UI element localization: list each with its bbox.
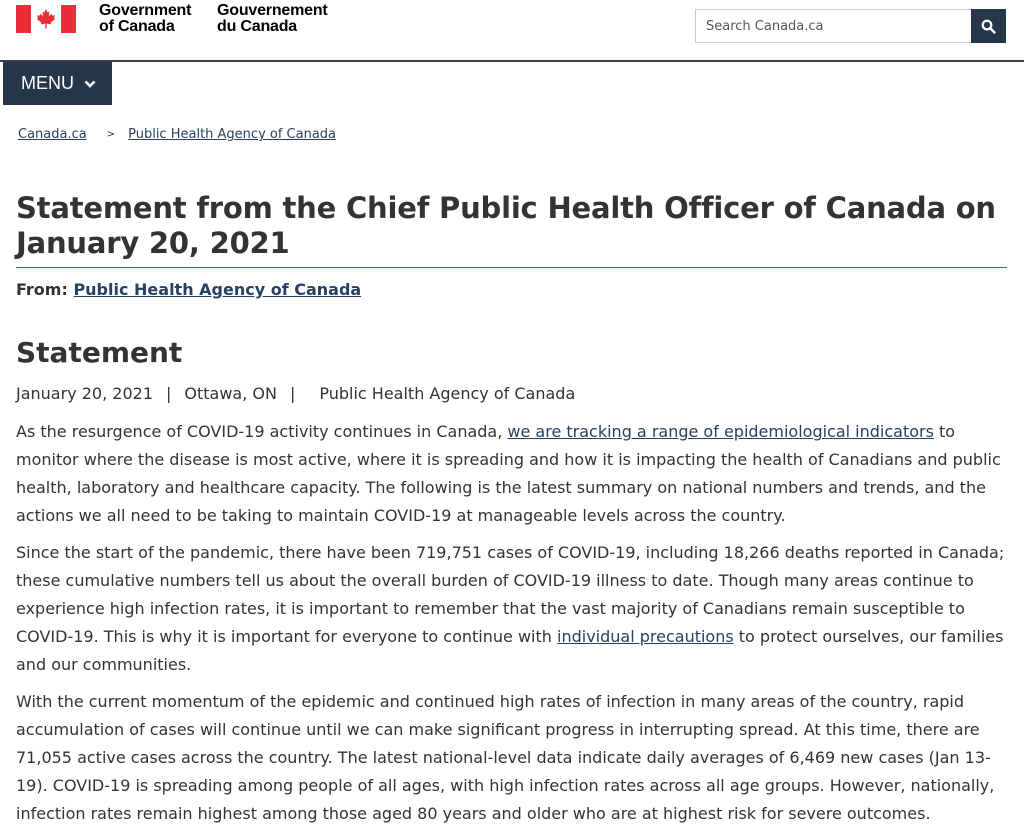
paragraph-text: to protect ourselves, our families and our communities. xyxy=(16,627,1004,674)
statement-body xyxy=(16,418,1011,837)
page-title: Statement from the Chief Public Health Officer of Canada on January 20, 2021 xyxy=(16,191,996,260)
search-form xyxy=(695,9,1007,43)
paragraph-text: to monitor where the disease is most active, where it is spreading and how it is impacting the health of Canadians and public health, laboratory and healthcare capacity. The following is the latest summary on national numbers and trends, and the actions we all need to be taking to maintain COVID-19 at manageable levels across the country. xyxy=(16,422,1001,525)
menu-button[interactable] xyxy=(3,62,112,105)
paragraph-text: Since the start of the pandemic, there have been 719,751 cases of COVID-19, including 18,266 deaths reported in Canada; these cumulative numbers tell us about the overall burden of COVID-19 illness to date. Though many areas continue to experience high infection rates, it is important to remember that the vast majority of Canadians remain susceptible to COVID-19. This is why it is important for everyone to continue with xyxy=(16,543,1005,646)
from-agency-link[interactable]: Public Health Agency of Canada xyxy=(73,280,362,299)
search-button[interactable] xyxy=(971,9,1006,43)
from-label: From: xyxy=(16,280,68,299)
signature-french[interactable] xyxy=(217,3,328,35)
meta-separator: | xyxy=(289,384,296,403)
menu-label: MENU xyxy=(21,73,74,93)
site-header xyxy=(0,0,1024,62)
title-divider xyxy=(16,267,1007,268)
signature-en-line1: Government xyxy=(99,2,192,19)
paragraph-3: With the current momentum of the epidemic and continued high rates of infection in many areas of the country, rapid accumulation of cases will continue until we can make significant progress in interrupting spread. At this time, there are 71,055 active cases across the country. The latest national-level data indicate daily averages of 6,469 new cases (Jan 13-19). COVID-19 is spreading among people of all ages, with high infection rates across all age groups. However, nationally, infection rates remain highest among those aged 80 years and older who are at highest risk for severe outcomes. xyxy=(16,692,995,823)
breadcrumb-link-canada[interactable]: Canada.ca xyxy=(18,127,87,142)
section-heading: Statement xyxy=(16,336,183,369)
meta-separator: | xyxy=(166,384,172,403)
chevron-down-icon xyxy=(84,73,96,94)
maple-leaf-icon xyxy=(35,8,57,30)
individual-precautions-link[interactable]: individual precautions xyxy=(557,627,734,646)
flag-white-field xyxy=(31,5,61,33)
statement-date: January 20, 2021 xyxy=(16,384,153,403)
search-input[interactable] xyxy=(695,9,971,43)
paragraph-1 xyxy=(16,418,1011,530)
paragraph-2 xyxy=(16,539,1011,679)
breadcrumb-separator: > xyxy=(106,129,116,140)
statement-location: Ottawa, ON xyxy=(184,384,277,403)
signature-en-line2: of Canada xyxy=(99,18,175,35)
breadcrumb xyxy=(18,127,336,142)
statement-organization: Public Health Agency of Canada xyxy=(319,384,576,403)
breadcrumb-link-phac[interactable]: Public Health Agency of Canada xyxy=(128,127,337,142)
statement-meta xyxy=(16,384,575,403)
search-icon xyxy=(981,19,996,34)
canada-flag-logo[interactable] xyxy=(16,5,76,33)
flag-red-band-left xyxy=(16,5,31,33)
flag-red-band-right xyxy=(61,5,76,33)
epidemiological-indicators-link[interactable]: we are tracking a range of epidemiological indicators xyxy=(507,422,934,441)
signature-fr-line2: du Canada xyxy=(217,18,297,35)
paragraph-text: As the resurgence of COVID-19 activity continues in Canada, xyxy=(16,422,508,441)
signature-english[interactable] xyxy=(99,3,191,35)
from-line xyxy=(16,280,361,299)
signature-fr-line1: Gouvernement xyxy=(217,2,328,19)
